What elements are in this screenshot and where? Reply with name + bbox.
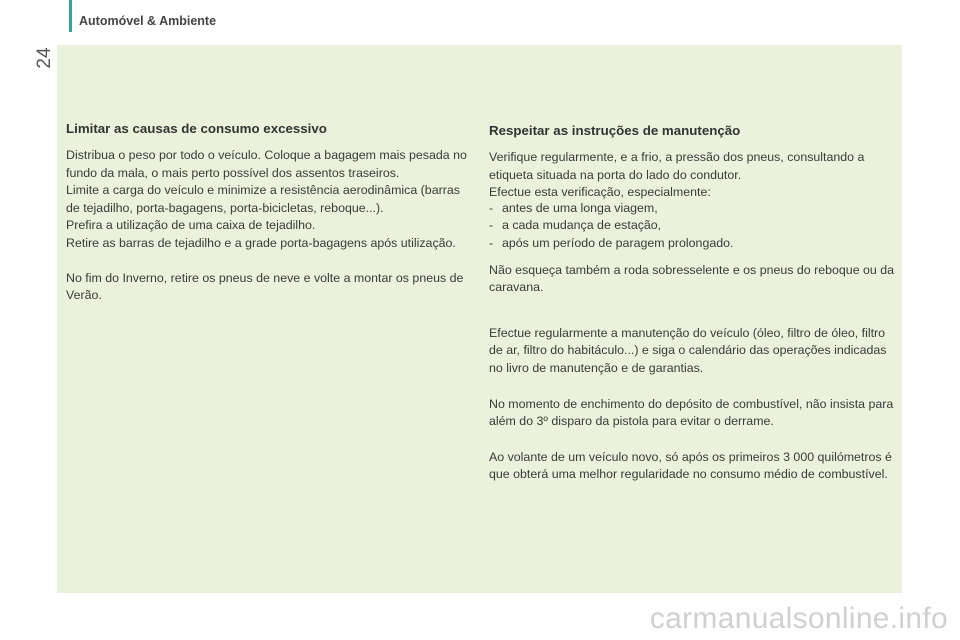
watermark: carmanualsonline.info — [649, 602, 948, 635]
page-number: 24 — [34, 47, 55, 69]
check-intro-text: Efectue esta verificação, especialmente: — [489, 185, 711, 200]
maintenance-text: Efectue regularmente a manutenção do veículo (óleo, filtro de óleo, filtro de ar, filtro do habitáculo...) e siga o calendário das operações indicadas no livro de manutenção e de garantias. — [489, 325, 887, 375]
right-column — [489, 122, 895, 484]
section-title: Automóvel & Ambiente — [79, 14, 217, 28]
tyre-pressure-text: Verifique regularmente, e a frio, a pressão dos pneus, consultando a etiqueta situada na porta do lado do condutor. — [489, 150, 865, 182]
new-vehicle-text: Ao volante de um veículo novo, só após os primeiros 3 000 quilómetros é que obterá uma melhor regularidade no consumo médio de combustível. — [489, 449, 892, 482]
remove-bars-text: Retire as barras de tejadilho e a grade porta-bagagens após utilização. — [66, 235, 456, 250]
list-item: - após um período de paragem prolongado. — [489, 235, 895, 253]
left-heading: Limitar as causas de consumo excessivo — [66, 121, 327, 136]
right-heading: Respeitar as instruções de manutenção — [489, 123, 741, 138]
list-item: - a cada mudança de estação, — [489, 217, 895, 235]
header-accent-bar — [69, 0, 72, 32]
refuel-text: No momento de enchimento do depósito de combustível, não insista para além do 3º disparo da pistola para evitar o derrame. — [489, 396, 894, 429]
weight-distribution-text: Distribua o peso por todo o veículo. Coloque a bagagem mais pesada no fundo da mala, o mais perto possível dos assentos traseiros. — [66, 148, 467, 180]
roof-box-text: Prefira a utilização de uma caixa de tejadilho. — [66, 218, 316, 233]
check-occasions-list — [489, 200, 895, 253]
load-limit-text: Limite a carga do veículo e minimize a resistência aerodinâmica (barras de tejadilho, porta-bagagens, porta-bicicletas, reboque...). — [66, 183, 460, 215]
left-column — [66, 120, 470, 305]
list-item: - antes de uma longa viagem, — [489, 200, 895, 218]
winter-tyres-text: No fim do Inverno, retire os pneus de neve e volte a montar os pneus de Verão. — [66, 270, 464, 303]
spare-wheel-text: Não esqueça também a roda sobresselente e os pneus do reboque ou da caravana. — [489, 262, 895, 295]
